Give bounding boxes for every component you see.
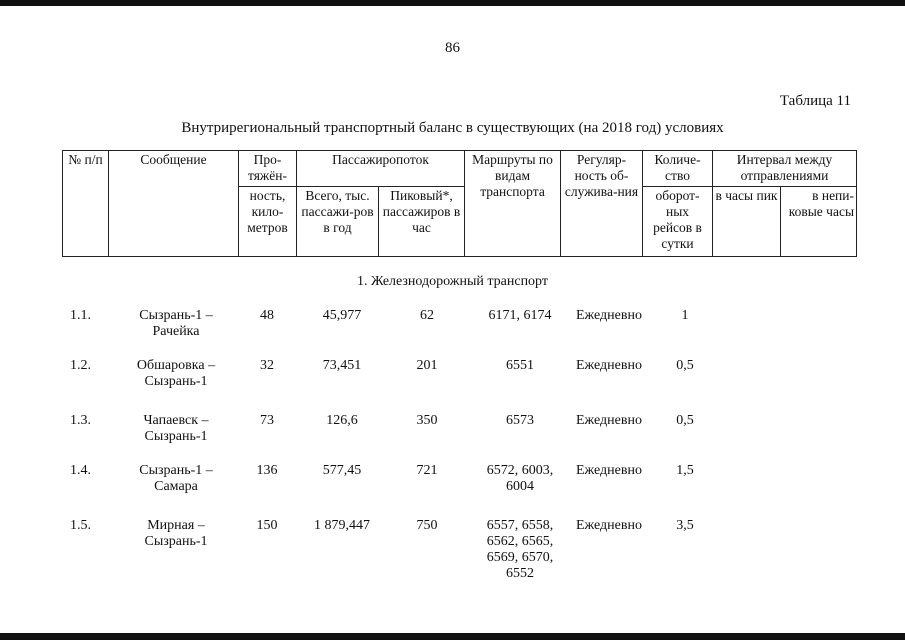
row-routes: 6551 [506, 358, 534, 373]
row-regularity: Ежедневно [575, 463, 642, 478]
row-regularity: Ежедневно [575, 413, 642, 428]
row-connection: Чапаевск – Сызрань-1 [143, 413, 209, 444]
row-no: 1.1. [70, 308, 91, 323]
row-total: 45,977 [322, 308, 362, 323]
table-label: Таблица 11 [779, 93, 851, 109]
row-peak: 750 [416, 518, 438, 533]
header-length-top [239, 151, 297, 187]
header-no: № п/п [63, 151, 109, 257]
row-peak: 721 [416, 463, 438, 478]
header-count-line2: ство [665, 168, 690, 183]
page-number: 86 [445, 40, 460, 56]
row-total: 577,45 [322, 463, 362, 478]
section-title: 1. Железнодорожный транспорт [356, 274, 548, 289]
bottom-border [0, 633, 905, 640]
header-connection: Сообщение [109, 151, 239, 257]
row-regularity: Ежедневно [575, 308, 642, 323]
header-count-bottom: оборот-ных рейсов в сутки [643, 187, 713, 257]
row-routes: 6573 [506, 413, 534, 428]
row-length: 150 [256, 518, 278, 533]
header-interval-peak: в часы пик [713, 187, 781, 257]
row-length: 32 [260, 358, 274, 373]
row-total: 1 879,447 [314, 518, 370, 533]
row-no: 1.2. [70, 358, 91, 373]
row-connection: Сызрань-1 – Самара [139, 463, 213, 494]
row-regularity: Ежедневно [575, 358, 642, 373]
row-regularity: Ежедневно [575, 518, 642, 533]
row-length: 136 [256, 463, 278, 478]
row-no: 1.4. [70, 463, 91, 478]
header-count-line1: Количе- [654, 152, 701, 167]
row-connection: Мирная – Сызрань-1 [144, 518, 208, 549]
row-peak: 350 [416, 413, 438, 428]
row-routes: 6171, 6174 [488, 308, 552, 323]
row-connection: Сызрань-1 – Рачейка [139, 308, 213, 339]
header-flow-peak: Пиковый*, пассажиров в час [379, 187, 465, 257]
row-connection: Обшаровка – Сызрань-1 [136, 358, 216, 389]
header-flow-total: Всего, тыс. пассажи-ров в год [297, 187, 379, 257]
header-length-line2: тяжён- [248, 168, 287, 183]
header-routes: Маршруты по видам транспорта [465, 151, 561, 257]
row-total: 73,451 [322, 358, 362, 373]
row-no: 1.5. [70, 518, 91, 533]
header-flow-group: Пассажиропоток [297, 151, 465, 187]
row-count: 1 [681, 308, 689, 323]
top-border [0, 0, 905, 6]
row-peak: 62 [420, 308, 434, 323]
header-count-top [643, 151, 713, 187]
header-length-bottom: ность, кило-метров [239, 187, 297, 257]
header-regularity: Регуляр-ность об-служива-ния [561, 151, 643, 257]
table-title: Внутрирегиональный транспортный баланс в существующих (на 2018 год) условиях [181, 120, 724, 136]
row-count: 3,5 [676, 518, 694, 533]
row-no: 1.3. [70, 413, 91, 428]
row-count: 0,5 [676, 413, 694, 428]
table-header [62, 150, 857, 257]
row-length: 73 [260, 413, 274, 428]
row-routes: 6557, 6558, 6562, 6565, 6569, 6570, 6552 [486, 518, 554, 581]
row-length: 48 [260, 308, 274, 323]
header-interval-group: Интервал между отправлениями [713, 151, 857, 187]
row-routes: 6572, 6003, 6004 [486, 463, 554, 494]
row-count: 1,5 [676, 463, 694, 478]
row-count: 0,5 [676, 358, 694, 373]
header-length-line1: Про- [253, 152, 282, 167]
row-total: 126,6 [326, 413, 358, 428]
header-interval-offpeak: в непи-ковые часы [781, 187, 857, 257]
row-peak: 201 [416, 358, 438, 373]
